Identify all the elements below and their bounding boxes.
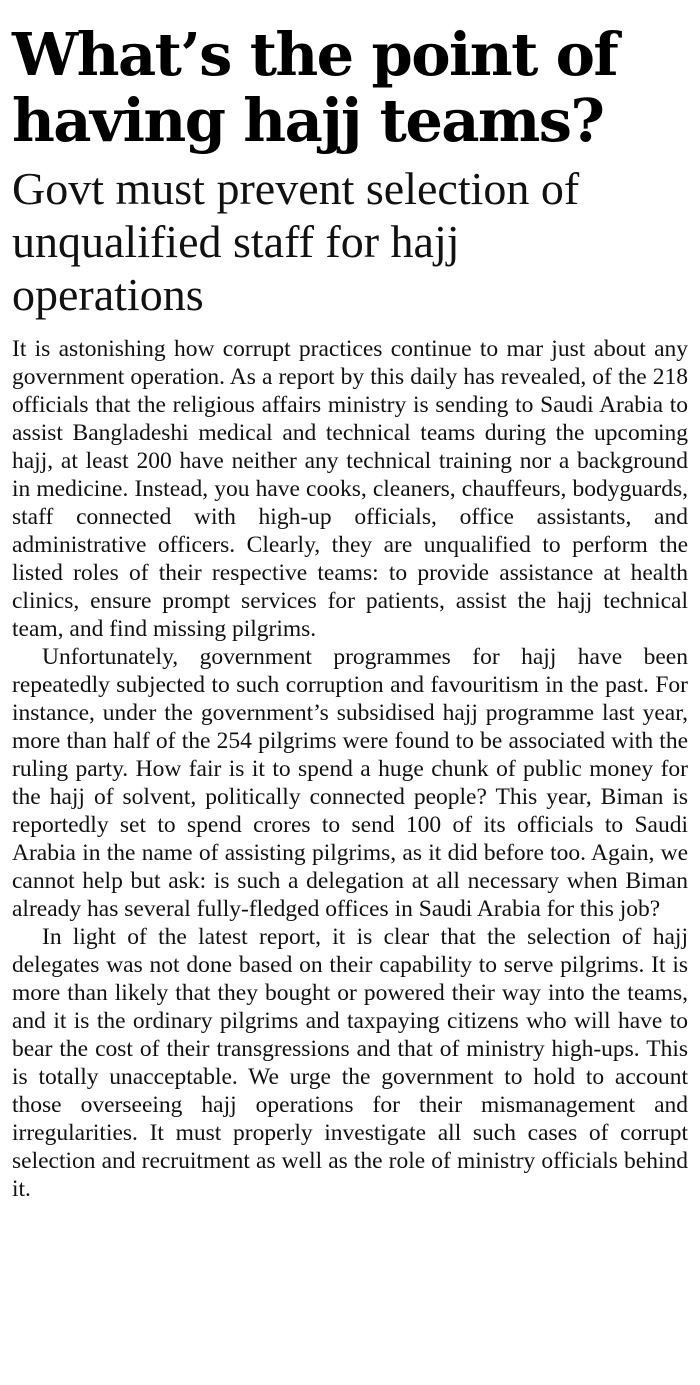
body-paragraph-3: In light of the latest report, it is clear that the selection of hajj delegates was not done based on their capability to serve pilgrims. It is more than likely that they bought or powered their way into the teams, and it is the ordinary pilgrims and taxpaying citizens who will have to bear the cost of their transgressions and that of ministry high-ups. This is totally unacceptable. We urge the government to hold to account those overseeing hajj operations for their mismanagement and irregularities. It must properly investigate all such cases of corrupt selection and recruitment as well as the role of ministry officials behind it. bbox=[12, 924, 688, 1202]
headline: What’s the point of having hajj teams? bbox=[12, 20, 618, 155]
body-paragraph-1: It is astonishing how corrupt practices continue to mar just about any government operation. As a report by this daily has revealed, of the 218 officials that the religious affairs ministry is sending to Saudi Arabia to assist Bangladeshi medical and technical teams during the upcoming hajj, at least 200 have neither any technical training nor a background in medicine. Instead, you have cooks, cleaners, chauffeurs, bodyguards, staff connected with high-up officials, office assistants, and administrative officers. Clearly, they are unqualified to perform the listed roles of their respective teams: to provide assistance at health clinics, ensure prompt services for patients, assist the hajj technical team, and find missing pilgrims. bbox=[12, 336, 688, 642]
body-paragraph-2: Unfortunately, government programmes for hajj have been repeatedly subjected to such corruption and favouritism in the past. For instance, under the government’s subsidised hajj programme last year, more than half of the 254 pilgrims were found to be associated with the ruling party. How fair is it to spend a huge chunk of public money for the hajj of solvent, politically connected people? This year, Biman is reportedly set to spend crores to send 100 of its officials to Saudi Arabia in the name of assisting pilgrims, as it did before too. Again, we cannot help but ask: is such a delegation at all necessary when Biman already has several fully-fledged offices in Saudi Arabia for this job? bbox=[12, 644, 688, 922]
subheadline: Govt must prevent selection of unqualified staff for hajj operations bbox=[12, 163, 580, 320]
